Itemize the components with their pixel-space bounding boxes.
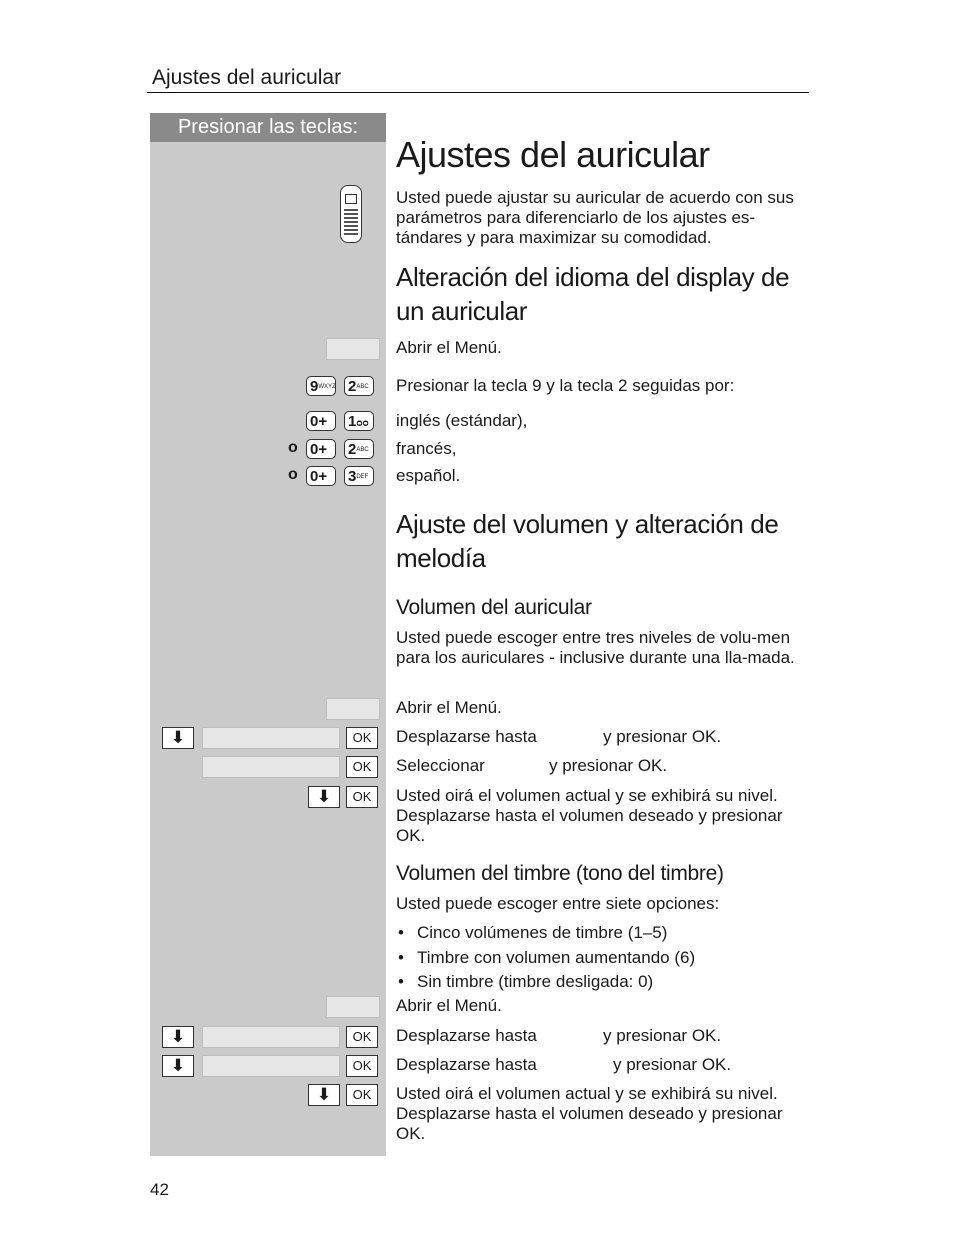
menu-key bbox=[326, 996, 380, 1018]
ok-key: OK bbox=[346, 756, 378, 778]
key-label: 0+ bbox=[310, 413, 328, 430]
subsection-ringer-volume-title: Volumen del timbre (tono del timbre) bbox=[396, 862, 724, 885]
press-ok-text: y presionar OK. bbox=[613, 1055, 732, 1074]
key-label: 0+ bbox=[310, 441, 328, 458]
display-field bbox=[202, 756, 340, 778]
key-label: 0+ bbox=[310, 468, 328, 485]
open-menu-text: Abrir el Menú. bbox=[396, 338, 502, 357]
ok-key: OK bbox=[346, 1084, 378, 1106]
key-9 bbox=[306, 376, 336, 396]
ok-key: OK bbox=[346, 786, 378, 808]
key-label: 2 bbox=[348, 441, 357, 458]
bullet-item: Cinco volúmenes de timbre (1–5) bbox=[417, 923, 668, 942]
bullet: • bbox=[398, 923, 404, 942]
bullet-item: Timbre con volumen aumentando (6) bbox=[417, 948, 696, 967]
display-field bbox=[202, 1026, 340, 1048]
scroll-to-text: Desplazarse hasta bbox=[396, 1026, 537, 1045]
volume-line: Usted oirá el volumen actual y se exhibirá su nivel. bbox=[396, 786, 778, 805]
page-number: 42 bbox=[150, 1180, 169, 1199]
display-field bbox=[202, 727, 340, 749]
press-ok-text: y presionar OK. bbox=[549, 756, 668, 775]
handset-volume-text: Usted puede escoger entre tres niveles de volu-men para los auriculares - inclusive durante una lla-mada. bbox=[396, 628, 795, 667]
down-arrow-key: ⬇ bbox=[162, 1055, 194, 1077]
select-text: Seleccionar bbox=[396, 756, 485, 775]
key-3 bbox=[344, 466, 374, 486]
ok-key: OK bbox=[346, 1055, 378, 1077]
voicemail-icon: ᴑᴑ bbox=[356, 418, 369, 429]
down-arrow-key: ⬇ bbox=[162, 727, 194, 749]
option-spanish: español. bbox=[396, 466, 461, 485]
down-arrow-key: ⬇ bbox=[162, 1026, 194, 1048]
key-0 bbox=[306, 439, 336, 459]
handset-icon bbox=[340, 185, 362, 243]
ok-key: OK bbox=[346, 727, 378, 749]
intro-text: Usted puede ajustar su auricular de acuerdo con sus parámetros para diferenciarlo de los ajustes es-tándares y para maximizar su comodidad. bbox=[396, 188, 794, 247]
press-ok-text: y presionar OK. bbox=[603, 1026, 722, 1045]
press-keys-text: Presionar la tecla 9 y la tecla 2 seguidas por: bbox=[396, 376, 735, 395]
scroll-to-text: Desplazarse hasta bbox=[396, 727, 537, 746]
press-ok-text: y presionar OK. bbox=[603, 727, 722, 746]
key-2 bbox=[344, 376, 374, 396]
option-french: francés, bbox=[396, 439, 457, 458]
volume-line: Desplazarse hasta el volumen deseado y presionar bbox=[396, 806, 783, 825]
section-volume-title: Ajuste del volumen y alteración de melodía bbox=[396, 509, 779, 573]
key-label: 9 bbox=[310, 378, 319, 395]
page-title: Ajustes del auricular bbox=[396, 134, 710, 175]
scroll-to-text: Desplazarse hasta bbox=[396, 1055, 537, 1074]
ok-key: OK bbox=[346, 1026, 378, 1048]
header-rule bbox=[147, 92, 809, 93]
section-language-title: Alteración del idioma del display de un auricular bbox=[396, 262, 790, 326]
open-menu-text: Abrir el Menú. bbox=[396, 698, 502, 717]
handset-keypad bbox=[344, 207, 358, 237]
volume-line: OK. bbox=[396, 826, 426, 845]
volume-line: OK. bbox=[396, 1124, 426, 1143]
down-arrow-key: ⬇ bbox=[308, 1084, 340, 1106]
menu-key bbox=[326, 698, 380, 720]
bullet-item: Sin timbre (timbre desligada: 0) bbox=[417, 972, 654, 991]
bullet: • bbox=[398, 948, 404, 967]
key-0 bbox=[306, 466, 336, 486]
key-label: 3 bbox=[348, 468, 357, 485]
key-letters: ABC bbox=[356, 384, 369, 390]
key-letters: WXYZ bbox=[318, 384, 336, 390]
key-2 bbox=[344, 439, 374, 459]
volume-line: Desplazarse hasta el volumen deseado y presionar bbox=[396, 1104, 783, 1123]
key-0 bbox=[306, 411, 336, 431]
key-label: 2 bbox=[348, 378, 357, 395]
key-label: 1 bbox=[348, 413, 357, 430]
down-arrow-key: ⬇ bbox=[308, 786, 340, 808]
open-menu-text: Abrir el Menú. bbox=[396, 996, 502, 1015]
key-1 bbox=[344, 411, 374, 431]
bullet: • bbox=[398, 972, 404, 991]
volume-line: Usted oirá el volumen actual y se exhibirá su nivel. bbox=[396, 1084, 778, 1103]
ringer-volume-text: Usted puede escoger entre siete opciones: bbox=[396, 894, 720, 913]
menu-key bbox=[326, 338, 380, 360]
handset-screen bbox=[345, 194, 357, 204]
subsection-handset-volume-title: Volumen del auricular bbox=[396, 596, 592, 619]
key-letters: ABC bbox=[356, 447, 369, 453]
key-letters: DEF bbox=[356, 474, 369, 480]
volume-instructions bbox=[396, 1084, 808, 1144]
keys-column-heading: Presionar las teclas: bbox=[150, 113, 386, 142]
volume-instructions bbox=[396, 786, 808, 846]
or-label: o bbox=[288, 466, 298, 483]
running-header: Ajustes del auricular bbox=[152, 66, 342, 89]
or-label: o bbox=[288, 439, 298, 456]
display-field bbox=[202, 1055, 340, 1077]
option-english: inglés (estándar), bbox=[396, 411, 528, 430]
